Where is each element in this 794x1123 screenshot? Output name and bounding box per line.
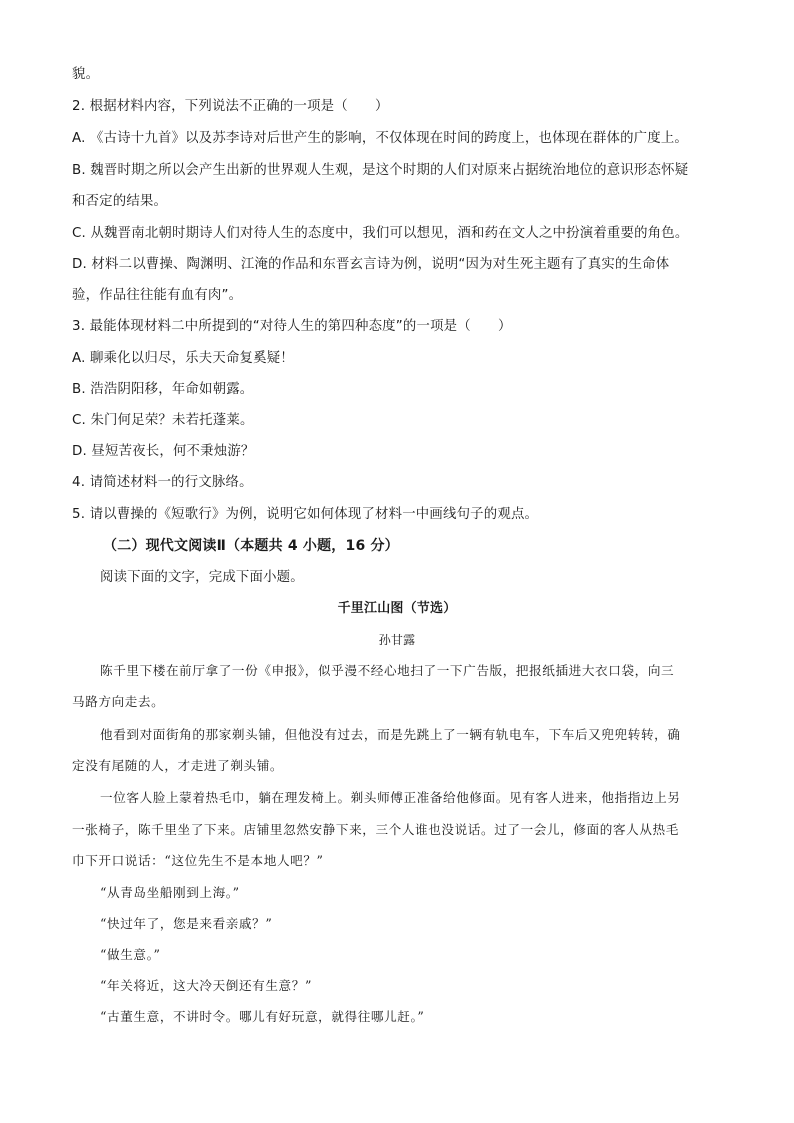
story-paragraph-2-continued: 定没有尾随的人，才走进了剃头铺。 xyxy=(72,758,284,773)
dialogue-line-4: “年关将近，这大冷天倒还有生意？” xyxy=(100,978,312,993)
question-3-option-d: D. 昼短苦夜长，何不秉烛游？ xyxy=(72,444,255,459)
dialogue-line-2: “快过年了，您是来看亲戚？” xyxy=(100,916,273,931)
dialogue-line-3: “做生意。” xyxy=(100,947,161,962)
story-paragraph-1: 陈千里下楼在前厅拿了一份《申报》，似乎漫不经心地扫了一下广告版，把报纸插进大衣口袋，向三 xyxy=(100,663,675,678)
question-3-stem: 3. 最能体现材料二中所提到的“对待人生的第四种态度”的一项是（ ） xyxy=(72,319,512,334)
question-4: 4. 请简述材料一的行文脉络。 xyxy=(72,475,253,490)
section-heading: （二）现代文阅读Ⅱ（本题共 4 小题，16 分） xyxy=(103,538,399,554)
story-paragraph-3-line-3: 巾下开口说话：“这位先生不是本地人吧？” xyxy=(72,853,324,868)
reading-instruction: 阅读下面的文字，完成下面小题。 xyxy=(100,570,304,585)
dialogue-line-1: “从青岛坐船刚到上海。” xyxy=(100,885,240,900)
story-paragraph-3-line-2: 一张椅子，陈千里坐了下来。店铺里忽然安静下来，三个人谁也没说话。过了一会儿，修面的客人从热毛 xyxy=(72,822,679,837)
question-2-option-c: C. 从魏晋南北朝时期诗人们对待人生的态度中，我们可以想见，酒和药在文人之中扮演着重要的角色。 xyxy=(72,226,689,241)
question-2-option-b-continued: 和否定的结果。 xyxy=(72,194,168,209)
dialogue-line-5: “古董生意，不讲时令。哪儿有好玩意，就得往哪儿赶。” xyxy=(100,1009,425,1024)
question-3-option-c: C. 朱门何足荣？未若托蓬莱。 xyxy=(72,413,254,428)
question-2-option-d: D. 材料二以曹操、陶渊明、江淹的作品和东晋玄言诗为例，说明“因为对生死主题有了真实的生命体 xyxy=(72,257,670,272)
story-paragraph-3: 一位客人脸上蒙着热毛巾，躺在理发椅上。剃头师傅正准备给他修面。见有客人进来，他指指边上另 xyxy=(100,790,681,805)
text-line-continuation: 貌。 xyxy=(72,67,100,82)
story-paragraph-2: 他看到对面街角的那家剃头铺，但他没有过去，而是先跳上了一辆有轨电车，下车后又兜兜转转，确 xyxy=(100,727,681,742)
question-2-option-b: B. 魏晋时期之所以会产生出新的世界观人生观，是这个时期的人们对原来占据统治地位的意识形态怀疑 xyxy=(72,163,689,178)
question-3-option-a: A. 聊乘化以归尽，乐夫天命复奚疑！ xyxy=(72,351,294,366)
question-2-option-d-continued: 验，作品往往能有血有肉”。 xyxy=(72,288,243,303)
question-2-option-a: A. 《古诗十九首》以及苏李诗对后世产生的影响，不仅体现在时间的跨度上，也体现在群体的广度上。 xyxy=(72,131,689,146)
question-3-option-b: B. 浩浩阴阳移，年命如朝露。 xyxy=(72,382,254,397)
story-title: 千里江山图（节选） xyxy=(337,601,457,616)
question-2-stem: 2. 根据材料内容，下列说法不正确的一项是（ ） xyxy=(72,99,389,114)
question-5: 5. 请以曹操的《短歌行》为例，说明它如何体现了材料一中画线句子的观点。 xyxy=(72,507,539,522)
story-author: 孙甘露 xyxy=(378,633,416,647)
story-paragraph-1-continued: 马路方向走去。 xyxy=(72,694,165,709)
